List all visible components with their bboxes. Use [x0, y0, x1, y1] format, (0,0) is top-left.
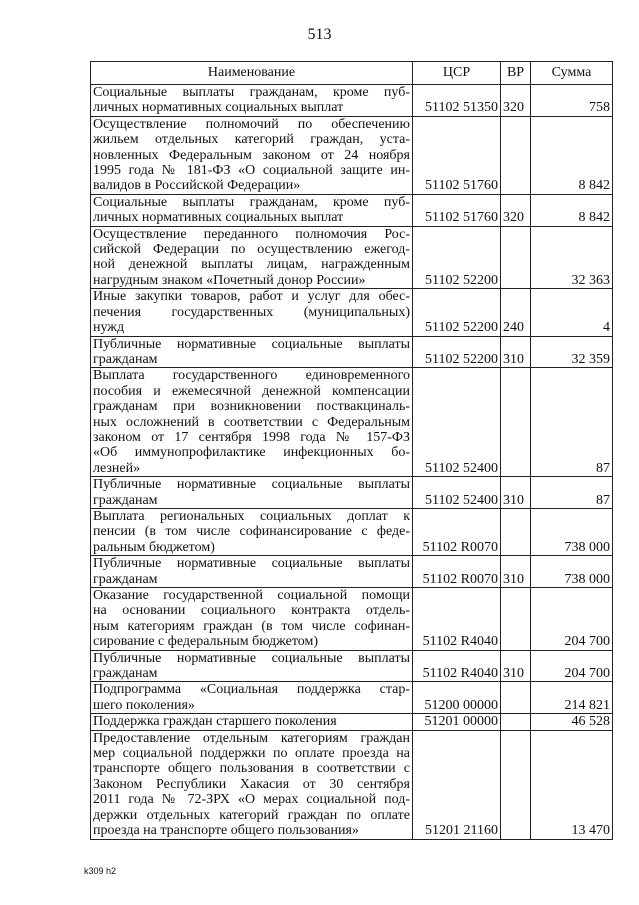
row-name-line: нагрудным знаком «Почетный донор России» [93, 272, 366, 288]
row-name-line: валидов в Российской Федерации» [93, 178, 301, 194]
row-csr: 51102 51350 [413, 85, 501, 117]
budget-table [90, 61, 613, 840]
row-name-line: нужд [93, 320, 125, 336]
row-name [91, 289, 413, 336]
row-name [91, 85, 413, 117]
row-vr: 310 [501, 336, 531, 368]
row-name-line: ральным бюджетом) [93, 539, 215, 555]
table-row [91, 226, 613, 289]
row-name-line: личных нормативных социальных выплат [93, 100, 344, 116]
row-csr: 51102 R0070 [413, 556, 501, 588]
row-sum: 46 528 [531, 714, 613, 730]
row-name [91, 588, 413, 651]
row-csr: 51102 R4040 [413, 650, 501, 682]
row-name [91, 730, 413, 839]
row-csr: 51200 00000 [413, 682, 501, 714]
row-sum: 32 363 [531, 226, 613, 289]
table-row [91, 556, 613, 588]
row-name [91, 116, 413, 194]
row-vr [501, 682, 531, 714]
row-sum: 8 842 [531, 194, 613, 226]
header-sum: Сумма [531, 62, 613, 85]
row-name-line: гражданам [93, 351, 158, 367]
row-name-line: Выплата государственного единовременного [93, 368, 410, 384]
row-name-line: гражданам [93, 492, 158, 508]
row-vr [501, 116, 531, 194]
table-row [91, 194, 613, 226]
row-name [91, 508, 413, 555]
row-csr: 51102 52200 [413, 226, 501, 289]
row-name-line: «Об иммунопрофилактике инфекционных бо- [93, 445, 410, 461]
row-name-line: гражданам при возникновении поствакциналь- [93, 399, 410, 415]
row-name [91, 226, 413, 289]
page-number: 513 [307, 26, 332, 43]
row-sum: 87 [531, 368, 613, 477]
table-row [91, 682, 613, 714]
table-row [91, 85, 613, 117]
row-vr: 310 [501, 477, 531, 509]
row-name-line: Оказание государственной социальной помощи [93, 588, 410, 603]
header-vr: ВР [501, 62, 531, 85]
row-name-line: Публичные нормативные социальные выплаты [93, 650, 410, 666]
row-sum: 214 821 [531, 682, 613, 714]
row-name-line: проезда на транспорте общего пользования» [93, 823, 359, 839]
row-sum: 204 700 [531, 650, 613, 682]
row-name-line: на основании социального контракта отдель- [93, 603, 410, 619]
row-csr: 51102 51760 [413, 116, 501, 194]
row-name [91, 650, 413, 682]
row-name-line: лезней» [93, 460, 141, 476]
row-vr [501, 714, 531, 730]
table-body [91, 85, 613, 840]
row-name-line: держки отдельных категорий граждан по оплате [93, 807, 410, 823]
row-name-line: пособия и ежемесячной денежной компенсации [93, 383, 410, 399]
row-csr: 51102 51760 [413, 194, 501, 226]
row-name-line: шего поколения» [93, 697, 195, 713]
row-csr: 51201 00000 [413, 714, 501, 730]
row-sum: 758 [531, 85, 613, 117]
row-vr [501, 368, 531, 477]
row-name-line: Подпрограмма «Социальная поддержка стар- [93, 682, 410, 698]
row-name-line: гражданам [93, 666, 158, 682]
table-row [91, 730, 613, 839]
row-name [91, 368, 413, 477]
row-name-line: жильем отдельных категорий граждан, уста- [93, 132, 410, 148]
row-vr [501, 508, 531, 555]
row-csr: 51102 52200 [413, 336, 501, 368]
header-name: Наименование [91, 62, 413, 85]
table-row [91, 588, 613, 651]
row-name-line: Осуществление переданного полномочия Рос- [93, 226, 410, 242]
row-name-line: Иные закупки товаров, работ и услуг для обес- [93, 289, 410, 305]
row-csr: 51102 52200 [413, 289, 501, 336]
row-sum: 204 700 [531, 588, 613, 651]
row-vr: 240 [501, 289, 531, 336]
row-name-line: 1995 года № 181-ФЗ «О социальной защите ин- [93, 163, 410, 179]
table-row [91, 289, 613, 336]
row-name-line: Социальные выплаты гражданам, кроме пуб- [93, 85, 410, 100]
table-row [91, 714, 613, 730]
row-name-line: Осуществление полномочий по обеспечению [93, 116, 410, 132]
row-name-line: Социальные выплаты гражданам, кроме пуб- [93, 194, 410, 210]
row-name [91, 682, 413, 714]
row-vr: 320 [501, 85, 531, 117]
row-name [91, 714, 413, 730]
row-name-line: Публичные нормативные социальные выплаты [93, 556, 410, 572]
row-name-line: транспорте общего пользования в соответствии с [93, 761, 410, 777]
row-vr [501, 588, 531, 651]
row-name-line: пенсии (в том числе софинансирование с феде- [93, 524, 410, 540]
row-sum: 8 842 [531, 116, 613, 194]
table-header-row [91, 62, 613, 85]
row-name-line: ных осложнений в соответствии с Федеральным [93, 414, 410, 430]
row-vr [501, 226, 531, 289]
row-name-line: печения государственных (муниципальных) [93, 304, 410, 320]
table-row [91, 368, 613, 477]
row-name [91, 556, 413, 588]
row-name-line: гражданам [93, 571, 158, 587]
table-row [91, 477, 613, 509]
row-name [91, 194, 413, 226]
row-name-line: Законом Республики Хакасия от 30 сентября [93, 776, 410, 792]
row-sum: 87 [531, 477, 613, 509]
row-csr: 51102 52400 [413, 477, 501, 509]
row-csr: 51102 52400 [413, 368, 501, 477]
row-sum: 13 470 [531, 730, 613, 839]
row-name-line: законом от 17 сентября 1998 года № 157-ФЗ [93, 429, 410, 445]
row-sum: 4 [531, 289, 613, 336]
row-name-line: ным категориям граждан (в том числе софинан- [93, 618, 410, 634]
table-row [91, 650, 613, 682]
row-sum: 32 359 [531, 336, 613, 368]
row-name-line: Публичные нормативные социальные выплаты [93, 336, 410, 352]
row-name-line: 2011 года № 72-ЗРХ «О мерах социальной под- [93, 792, 410, 808]
row-name-line: Публичные нормативные социальные выплаты [93, 477, 410, 493]
row-sum: 738 000 [531, 508, 613, 555]
row-vr: 310 [501, 556, 531, 588]
row-name-line: Поддержка граждан старшего поколения [93, 714, 337, 730]
row-name-line: личных нормативных социальных выплат [93, 210, 344, 226]
row-name-line: Выплата региональных социальных доплат к [93, 508, 410, 524]
footer-code: k309 h2 [84, 866, 117, 876]
row-name-line: сийской Федерации по осуществлению ежегод- [93, 242, 410, 258]
row-vr [501, 730, 531, 839]
row-name-line: новленных Федеральным законом от 24 ноября [93, 147, 410, 163]
row-csr: 51102 R4040 [413, 588, 501, 651]
row-name-line: сирование с федеральным бюджетом) [93, 634, 319, 650]
row-name [91, 336, 413, 368]
header-csr: ЦСР [413, 62, 501, 85]
row-sum: 738 000 [531, 556, 613, 588]
table-row [91, 116, 613, 194]
row-name-line: ной денежной выплаты лицам, награжденным [93, 257, 410, 273]
row-vr: 320 [501, 194, 531, 226]
table-row [91, 336, 613, 368]
row-vr: 310 [501, 650, 531, 682]
row-name [91, 477, 413, 509]
row-name-line: Предоставление отдельным категориям граждан [93, 730, 410, 746]
row-name-line: мер социальной поддержки по оплате проезда на [93, 746, 410, 762]
row-csr: 51201 21160 [413, 730, 501, 839]
row-csr: 51102 R0070 [413, 508, 501, 555]
table-row [91, 508, 613, 555]
